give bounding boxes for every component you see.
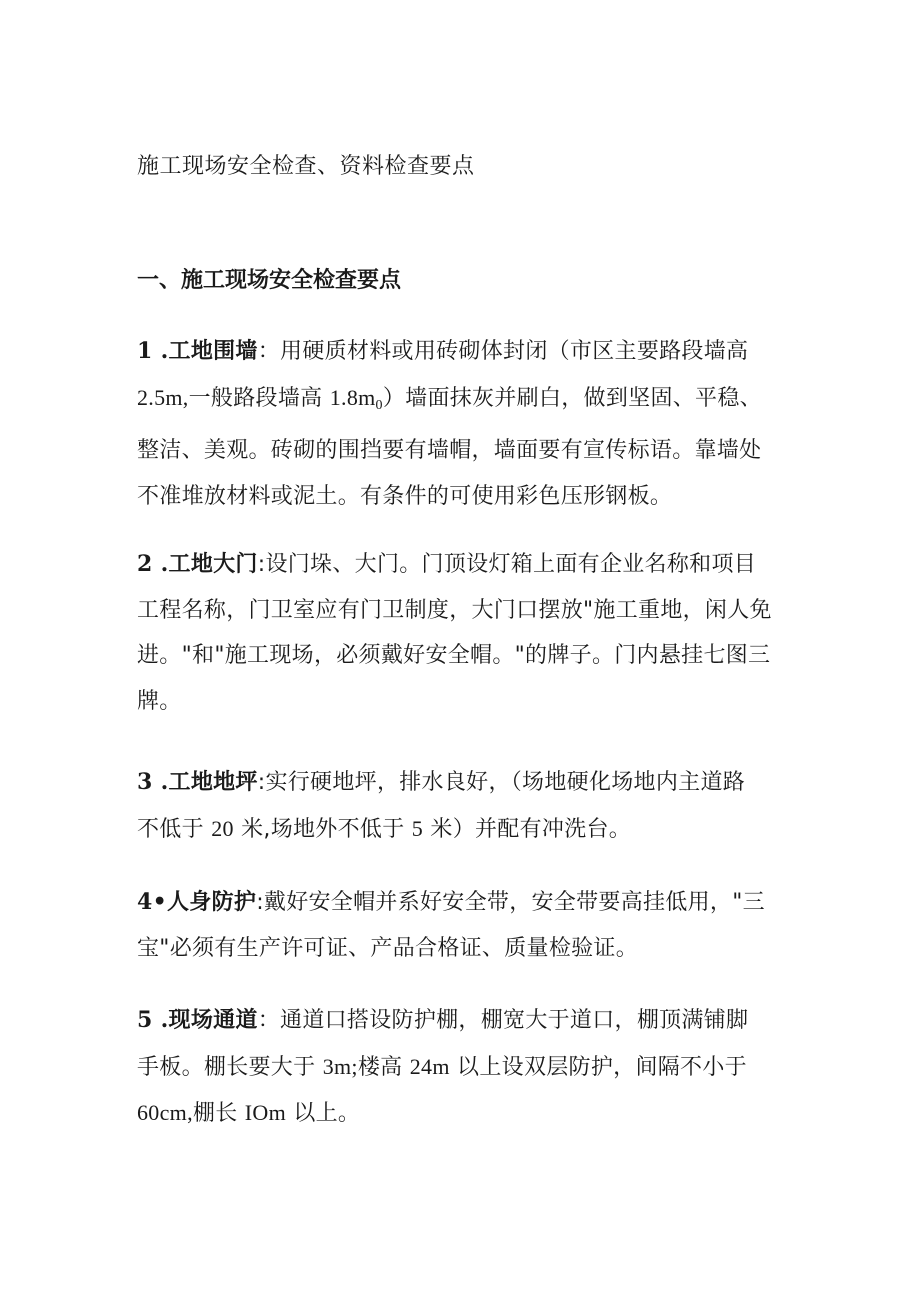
item-line [137, 880, 797, 926]
item-text: 米）并配有冲洗台。 [423, 816, 632, 842]
item-text: :戴好安全帽并系好安全带，安全带要高挂低用，"三 [256, 890, 765, 915]
item-text: 以上。 [286, 1101, 361, 1126]
item-number: 5 . [137, 1007, 169, 1033]
item-text: 60cm, [137, 1100, 193, 1125]
item-text: 一般路段墙高 [188, 385, 330, 411]
item-text: ）墙面抹灰并刷白，做到坚固、平稳、 [382, 385, 762, 411]
list-item-wall [137, 329, 797, 519]
item-label: 工地大门 [168, 552, 258, 577]
item-text: 5 [411, 815, 424, 841]
item-line: 宝"必须有生产许可证、产品合格证、质量检验证。 [137, 935, 639, 961]
section-heading: 一、施工现场安全检查要点 [137, 268, 402, 293]
document-title: 施工现场安全检查、资料检查要点 [137, 154, 475, 179]
item-label: 现场通道 [168, 1008, 258, 1033]
item-text: 24m [409, 1053, 450, 1079]
item-number: 4• [137, 889, 167, 915]
item-text: 棚长 [192, 1101, 245, 1126]
item-subscript: 0 [375, 397, 383, 413]
item-line [137, 329, 797, 375]
item-line [137, 375, 797, 429]
item-line: 进。"和"施工现场，必须戴好安全帽。"的牌子。门内悬挂七图三 [137, 643, 771, 668]
item-text: 手板。棚长要大于 [137, 1054, 323, 1080]
item-text: 楼高 [357, 1054, 410, 1080]
item-text: 以上设双层防护，间隔不小于 [449, 1054, 747, 1080]
item-text: 1.8m [329, 384, 376, 410]
item-text: IOm [244, 1100, 287, 1125]
item-line: 整洁、美观。砖砌的围挡要有墙帽，墙面要有宣传标语。靠墙处 [137, 438, 762, 463]
item-line [137, 806, 797, 853]
item-text: 3m; [322, 1053, 358, 1079]
item-text: 不低于 [137, 816, 212, 842]
item-line [137, 1044, 797, 1091]
item-text: 2.5m, [137, 384, 189, 410]
item-text: ：通道口搭设防护棚，棚宽大于道口，棚顶满铺脚 [257, 1008, 749, 1033]
item-line [137, 998, 797, 1044]
item-label: 人身防护 [166, 890, 257, 915]
item-label: 工地围墙 [168, 339, 258, 364]
item-text: 20 [211, 815, 234, 841]
item-number: 1 . [137, 338, 169, 364]
item-line: 工程名称，门卫室应有门卫制度，大门口摆放"施工重地，闲人免 [137, 597, 772, 623]
list-item-gate [137, 542, 797, 724]
list-item-passage [137, 998, 797, 1137]
list-item-ground [137, 760, 797, 852]
item-text: ：用硬质材料或用砖砌体封闭（市区主要路段墙高 [257, 339, 749, 364]
item-line: 不准堆放材料或泥土。有条件的可使用彩色压形钢板。 [137, 483, 673, 509]
item-label: 工地地坪 [168, 770, 258, 795]
list-item-protection [137, 880, 797, 971]
item-line [137, 1090, 797, 1137]
item-text: :实行硬地坪，排水良好，（场地硬化场地内主道路 [257, 770, 746, 795]
item-text: 米,场地外不低于 [233, 816, 412, 842]
item-line [137, 760, 797, 806]
item-line: 牌。 [137, 688, 182, 714]
item-number: 2 . [137, 551, 169, 577]
item-number: 3 . [137, 769, 169, 795]
item-text: :设门垛、大门。门顶设灯箱上面有企业名称和项目 [257, 552, 757, 577]
item-line [137, 542, 797, 588]
